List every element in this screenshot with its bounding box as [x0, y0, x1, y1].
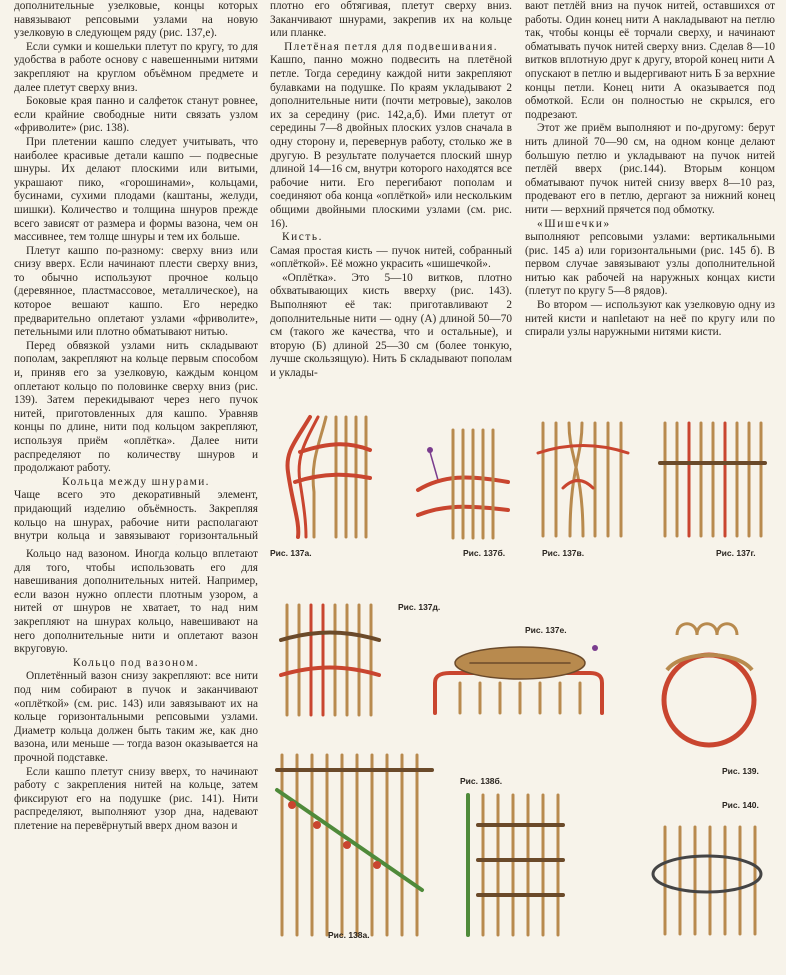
section-heading: Кольца между шнурами. [62, 475, 210, 488]
section-heading: Кисть. [282, 231, 324, 244]
figure-caption: Рис. 137б. [463, 548, 506, 558]
paragraph: Перед обвязкой узлами нить складывают пополам, закрепляют на кольце первым способом и, приняв его за узелковую, каждым концом оплетают кольцо по половинке сверху вниз (рис. 139). Затем перекидывают через него пучок нитей, приготовленных для кашпо. Уравняв концы по длине, нити под кольцом закрепляют, используя приём «оплётка». Далее нити распределяют по количеству шнуров и продолжают работу. [14, 339, 258, 475]
section-heading: Плетёная петля для подвешивания. [284, 40, 498, 53]
figure-caption: Рис. 137г. [716, 548, 756, 558]
section-heading: «Шишечки» [537, 217, 611, 230]
figure-caption: Рис. 137д. [398, 602, 441, 612]
paragraph: дополнительные узелковые, концы которых навязывают репсовыми узлами на новую узелковую в следующем ряду (рис. 137,е). [14, 0, 258, 40]
figure-138b [458, 790, 570, 940]
figure-137e [430, 638, 610, 718]
figure-138a [272, 750, 447, 938]
paragraph: Этот же приём выполняют и по-другому: берут нить длиной 70—90 см, на одном конце делают большую петлю и укладывают на пучок нитей петлёй вверх (рис.144). Вторым концом обматывают пучок нитей снизу вверх 8—10 раз, продевают его в петлю, дергают за нижний конец нити — верхний прячется под обмотку. [525, 122, 775, 216]
paragraph: Оплетённый вазон снизу закрепляют: все нити под ним собирают в пучок и заканчивают «оплёткой» (см. рис. 143) или завязывают их на кольце горизонтальными репсовыми узлами. Диаметр кольца должен быть таким же, как дно вазона, или меньше — тогда вазон оказывается на прочной подставке. [14, 670, 258, 764]
paragraph: Чаще всего это декоративный элемент, придающий изделию объёмность. Закрепляя кольцо на шнурах, рабочие нити располагают внутри кольца и завязывают горизонтальный [14, 489, 258, 543]
paragraph: Если кашпо плетут снизу вверх, то начинают работу с закрепления нитей на кольце, затем фиксируют его на подушке (рис. 141). Нити распределяют, выполняют узор дна, надевают плетение на перевёрнутый вверх дном вазон и [14, 765, 258, 832]
text-column-3 [525, 0, 775, 400]
paragraph: Если сумки и кошельки плетут по кругу, то для удобства в работе основу с навешенными нитями закрепляют на круглом объёмном предмете и далее плетут сверху вниз. [14, 40, 258, 94]
figure-caption: Рис. 137е. [525, 625, 567, 635]
figure-137b [408, 420, 518, 540]
paragraph: Кашпо, панно можно подвесить на плетёной петле. Тогда середину каждой нити закрепляют булавками на подушке. По краям укладывают 2 дополнительные нити (почти метровые), заколов их за середину (рис. 142,а,б). Ими плетут от середины 7—8 двойных плоских узлов сначала в одну сторону и, перевернув работу, столько же в другую. В результате получается плоский шнур длиной 14—16 см, внутри которого находятся все рабочие нити. Его перегибают пополам и соединяют оба конца «оплёткой» или нескольким общими двойными плоскими узлами (см. рис. 16). [270, 54, 512, 230]
paragraph: «Оплётка». Это 5—10 витков, плотно обхватывающих кисть вверху (рис. 143). Выполняют её так: приготавливают 2 дополнительные нити — одну (А) длиной 50—70 см (такого же качества, что и остальные), и вторую (Б) длиной 25—30 см (более тонкую, лучше скользящую). Нить Б складывают пополам и уклады- [270, 271, 512, 380]
paragraph: Кольцо над вазоном. Иногда кольцо вплетают для того, чтобы использовать его для навешивания дополнительных нитей. Например, если вазон нужно оплести плотным узором, а нитей от шнуров не хватает, то над ним закрепляют на шнурах кольцо, навешивают на него дополнительные нити и оплетают вазон вкруговую. [14, 548, 258, 656]
figure-137g [655, 418, 770, 540]
figure-139 [652, 610, 767, 760]
figure-caption: Рис. 140. [722, 800, 759, 810]
paragraph: Боковые края панно и салфеток станут ровнее, если крайние свободные нити связать узлом «фриволите» (рис. 138). [14, 95, 258, 135]
figure-caption: Рис. 138б. [460, 776, 503, 786]
paragraph: плотно его обтягивая, плетут сверху вниз. Заканчивают шнурами, закрепив их на кольце или планке. [270, 0, 512, 40]
paragraph: При плетении кашпо следует учитывать, что наиболее красивые детали кашпо — подвесные шнуры. Их делают плоскими или витыми, украшают пико, «горошинами», кольцами, бусинами, сухими плодами (каштаны, желуди, шишки). Количество и толщина шнуров прежде всего зависят от размера и формы вазона, чем он массивнее, тем толще шнуры и тем их больше. [14, 135, 258, 244]
text-column-1 [14, 0, 258, 545]
figure-caption: Рис. 137а. [270, 548, 312, 558]
figure-caption: Рис. 138а. [328, 930, 370, 940]
figure-137a [270, 412, 380, 540]
figure-137v [528, 418, 638, 540]
text-column-2 [270, 0, 512, 400]
paragraph: Плетут кашпо по-разному: сверху вниз или снизу вверх. Если начинают плести сверху вниз, то обычно используют прочное кольцо (деревянное, пластмассовое, металлическое), на которое вешают кашпо. Его нередко предварительно оплетают узлами «фриволите», петельными или плотно обматывают нитью. [14, 244, 258, 339]
figure-caption: Рис. 139. [722, 766, 759, 776]
figure-caption: Рис. 137в. [542, 548, 585, 558]
text-column-1-lower [14, 548, 258, 944]
figure-140 [645, 822, 770, 940]
paragraph: выполняют репсовыми узлами: вертикальными (рис. 145 а) или горизонтальными (рис. 145 б). В первом случае завязывают узлы дополнительной нитью как рабочей на наружных концах кисти (плетут по кругу 5—8 рядов). [525, 231, 775, 298]
paragraph: Во втором — используют как узелковую одну из нитей кисти и напletают на неё по кругу или по спирали узлы наружными нитями кисти. [525, 299, 775, 339]
paragraph: Самая простая кисть — пучок нитей, собранный «оплёткой». Её можно украсить «шишечкой». [270, 244, 512, 271]
figure-137d [275, 600, 385, 718]
section-heading: Кольцо под вазоном. [72, 656, 199, 669]
paragraph: вают петлёй вниз на пучок нитей, оставшихся от работы. Один конец нити А накладывают на петлю так, чтобы концы её торчали сверху, и начинают обматывать пучок нитей сверху вниз. Сделав 8—10 витков вплотную друг к другу, второй конец нити А опускают в петлю и выдергивают нить Б за верхние концы петли. Конец нити А оказывается под обмоткой. Если он полностью не скрылся, его подрезают. [525, 0, 775, 121]
